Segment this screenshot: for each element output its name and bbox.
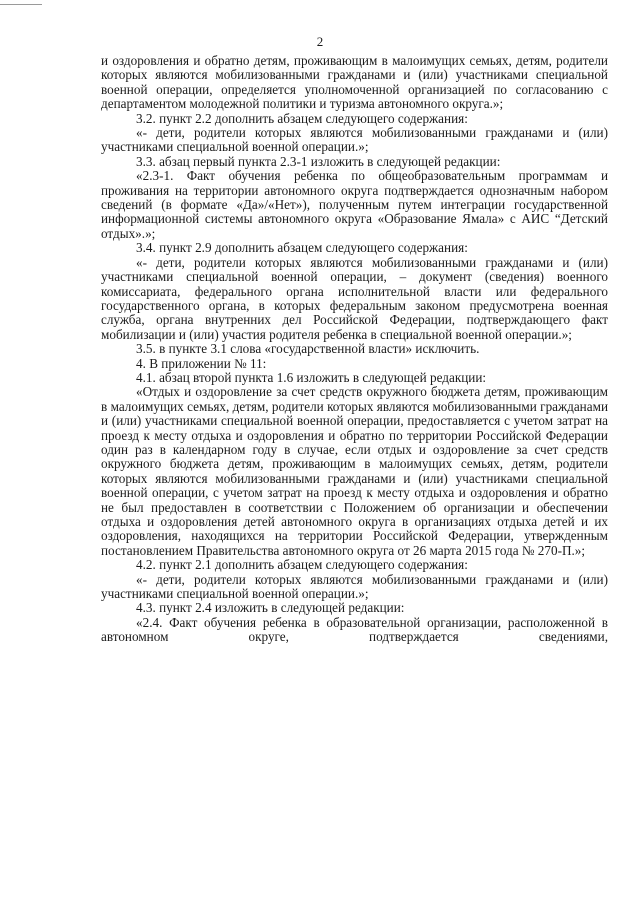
paragraph: 3.3. абзац первый пункта 2.3-1 изложить в следующей редакции: bbox=[136, 153, 501, 169]
paragraph: «- дети, родители которых являются мобилизованными гражданами и (или) участниками специальной военной операции, – документ (сведения) военного комиссариата, федерального органа исполнительной власти или федерального государственного органа, в которых федеральным законом предусмотрена военная служба, органа внутренних дел Российской Федерации, подтверждающего факт мобилизации и (или) участия родителя ребенка в специальной военной операции.»; bbox=[101, 254, 608, 342]
paragraph: 4.3. пункт 2.4 изложить в следующей редакции: bbox=[136, 600, 405, 616]
paragraph: 4.1. абзац второй пункта 1.6 изложить в следующей редакции: bbox=[136, 369, 487, 385]
paragraph: «2.4. Факт обучения ребенка в образовательной организации, расположенной в автономном округе, подтверждается сведениями, bbox=[101, 614, 608, 645]
paragraph: 3.5. в пункте 3.1 слова «государственной власти» исключить. bbox=[136, 341, 480, 357]
paragraph: 4.2. пункт 2.1 дополнить абзацем следующего содержания: bbox=[136, 557, 468, 573]
paragraph: «- дети, родители которых являются мобилизованными гражданами и (или) участниками специальной военной операции.»; bbox=[101, 571, 608, 602]
paragraph: 3.2. пункт 2.2 дополнить абзацем следующего содержания: bbox=[136, 110, 468, 126]
scan-corner-mark bbox=[0, 4, 42, 5]
paragraph: 3.4. пункт 2.9 дополнить абзацем следующего содержания: bbox=[136, 240, 468, 256]
paragraph: 4. В приложении № 11: bbox=[136, 355, 267, 371]
paragraph: «- дети, родители которых являются мобилизованными гражданами и (или) участниками специальной военной операции.»; bbox=[101, 125, 608, 155]
paragraph: «2.3-1. Факт обучения ребенка по общеобразовательным программам и проживания на территории автономного округа подтверждается однозначным набором сведений (в формате «Да»/«Нет»), полученным путем интеграции государственной информационной системы автономного округа «Образование Ямала» с АИС “Детский отдых».»; bbox=[101, 168, 608, 241]
document-body bbox=[101, 54, 608, 645]
paragraph: «Отдых и оздоровление за счет средств окружного бюджета детям, проживающим в малоимущих семьях, детям, родители которых являются мобилизованными гражданами и (или) участниками специальной военной операции, предоставляется с учетом затрат на проезд к месту отдыха и оздоровления и обратно по территории Российской Федерации один раз в календарном году в случае, если отдых и оздоровление за счет средств окружного бюджета детям, проживающим в малоимущих семьях, детям, родители которых являются мобилизованными гражданами и (или) участниками специальной военной операции, с учетом затрат на проезд к месту отдыха и оздоровления и обратно не был предоставлен в соответствии с Положением об организации и обеспечении отдыха и оздоровления детей автономного округа в организациях отдыха детей и их оздоровления, находящихся на территории Российской Федерации, утвержденным постановлением Правительства автономного округа от 26 марта 2015 года № 270-П.»; bbox=[101, 384, 608, 558]
paragraph: и оздоровления и обратно детям, проживающим в малоимущих семьях, детям, родители которых являются мобилизованными гражданами и (или) участниками специальной военной операции, определяется уполномоченной организацией по согласованию с департаментом молодежной политики и туризма автономного округа.»; bbox=[101, 53, 608, 112]
page-number: 2 bbox=[316, 34, 324, 49]
